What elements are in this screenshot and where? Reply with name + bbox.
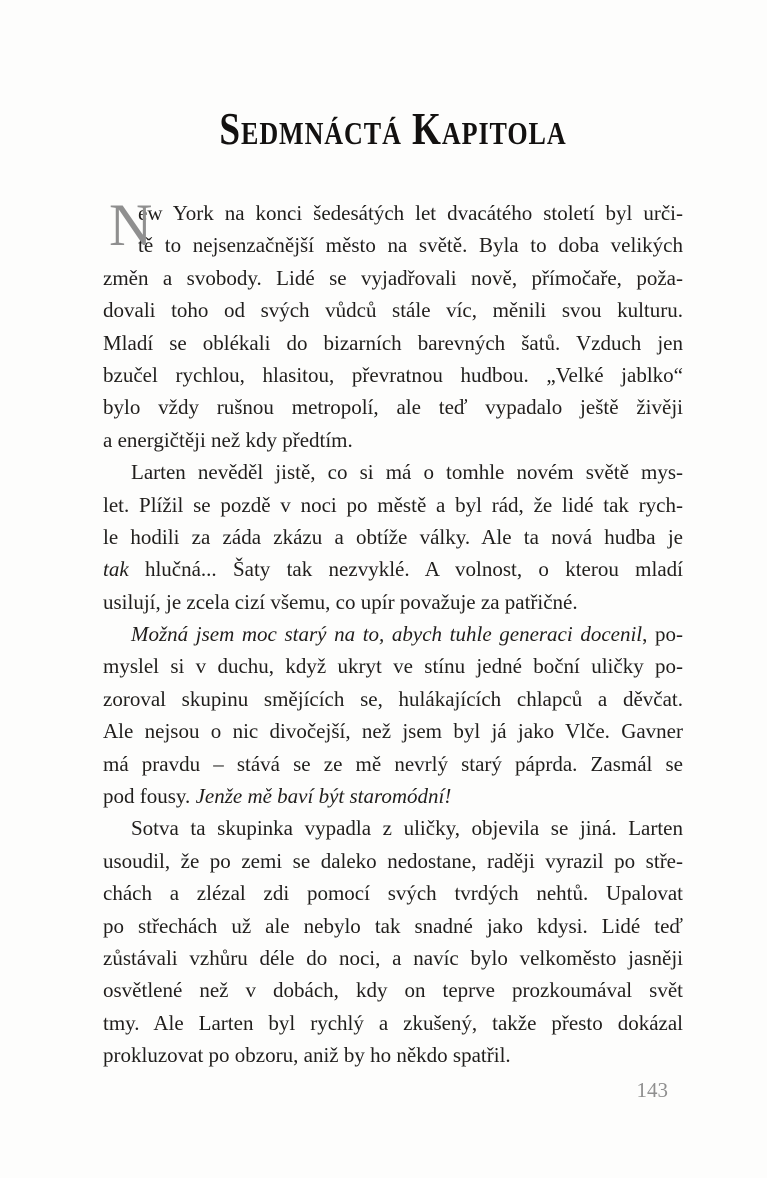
paragraph <box>103 618 683 812</box>
text-segment: a energičtěji než kdy předtím. <box>103 427 353 452</box>
text-segment: Sotva ta skupinka vypadla z uličky, objevila se jiná. Larten <box>131 816 683 841</box>
text-segment: tmy. Ale Larten byl rychlý a zkušený, takže přesto dokázal <box>103 1010 683 1035</box>
text-segment: chách a zlézal zdi pomocí svých tvrdých nehtů. Upalovat <box>103 881 683 906</box>
text-segment: dovali toho od svých vůdců stále víc, měnili svou kulturu. <box>103 298 683 323</box>
page-number: 143 <box>636 1078 668 1102</box>
text-line <box>103 715 683 747</box>
text-line <box>103 877 683 909</box>
text-line <box>103 910 683 942</box>
chapter-title: Sedmnáctá Kapitola <box>219 103 567 155</box>
text-line <box>103 197 683 229</box>
italic-text-segment: Možná jsem moc starý na to, abych tuhle generaci docenil <box>131 622 643 647</box>
text-line <box>103 489 683 521</box>
text-line <box>103 424 683 456</box>
text-line <box>103 812 683 844</box>
text-line <box>103 521 683 553</box>
text-line <box>103 650 683 682</box>
text-segment: bzučel rychlou, hlasitou, převratnou hudbou. „Velké jablko“ <box>103 362 683 387</box>
text-segment: let. Plížil se pozdě v noci po městě a byl rád, že lidé tak rych- <box>103 492 683 517</box>
text-segment: Larten nevěděl jistě, co si má o tomhle novém světě mys- <box>131 460 683 485</box>
paragraph <box>103 456 683 618</box>
text-line <box>103 974 683 1006</box>
text-line <box>103 391 683 423</box>
text-segment: tě to nejsenzačnější město na světě. Byla to doba velikých <box>138 233 683 258</box>
text-segment: hlučná... Šaty tak nezvyklé. A volnost, o kterou mladí <box>128 557 683 582</box>
text-segment: usilují, je zcela cizí všemu, co upír považuje za patřičné. <box>103 589 578 614</box>
text-block <box>103 192 683 1072</box>
text-line <box>103 586 683 618</box>
text-line <box>103 683 683 715</box>
text-line <box>103 229 683 261</box>
text-line <box>103 748 683 780</box>
text-segment: bylo vždy rušnou metropolí, ale teď vypadalo ještě živěji <box>103 395 683 420</box>
text-line <box>103 845 683 877</box>
italic-text-segment: Jenže mě baví být staromódní! <box>195 784 452 809</box>
text-line <box>103 618 683 650</box>
text-line <box>103 262 683 294</box>
text-segment: usoudil, že po zemi se daleko nedostane, raději vyrazil po stře- <box>103 848 683 873</box>
text-line <box>103 294 683 326</box>
text-line <box>103 327 683 359</box>
italic-text-segment: tak <box>103 557 129 582</box>
text-segment: prokluzovat po obzoru, aniž by ho někdo spatřil. <box>103 1043 511 1068</box>
text-segment: pod fousy. <box>103 784 196 809</box>
text-line <box>103 359 683 391</box>
text-segment: zůstávali vzhůru déle do noci, a navíc bylo velkoměsto jasněji <box>103 945 683 970</box>
text-segment: zoroval skupinu smějících se, hulákajících chlapců a děvčat. <box>103 686 683 711</box>
text-segment: osvětlené než v dobách, kdy on teprve prozkoumával svět <box>103 978 683 1003</box>
drop-cap-letter: N <box>109 192 153 258</box>
text-line <box>103 780 683 812</box>
text-segment: myslel si v duchu, když ukryt ve stínu jedné boční uličky po- <box>103 654 683 679</box>
text-segment: Mladí se oblékali do bizarních barevných šatů. Vzduch jen <box>103 330 683 355</box>
text-line <box>103 942 683 974</box>
text-segment: změn a svobody. Lidé se vyjadřovali nově, přímočaře, poža- <box>103 265 683 290</box>
text-segment: ew York na konci šedesátých let dvacátého století byl urči- <box>138 201 683 225</box>
text-line <box>103 553 683 585</box>
text-line <box>103 1039 683 1071</box>
text-segment: , po- <box>642 622 683 647</box>
text-segment: le hodili za záda zkázu a obtíže války. Ale ta nová hudba je <box>103 524 683 549</box>
text-line <box>103 1007 683 1039</box>
paragraph <box>103 812 683 1071</box>
text-segment: po střechách už ale nebylo tak snadné jako kdysi. Lidé teď <box>103 913 683 938</box>
text-segment: má pravdu – stává se ze mě nevrlý starý páprda. Zasmál se <box>103 751 683 776</box>
text-segment: Ale nejsou o nic divočejší, než jsem byl já jako Vlče. Gavner <box>103 719 683 744</box>
text-line <box>103 456 683 488</box>
paragraph <box>103 192 683 456</box>
